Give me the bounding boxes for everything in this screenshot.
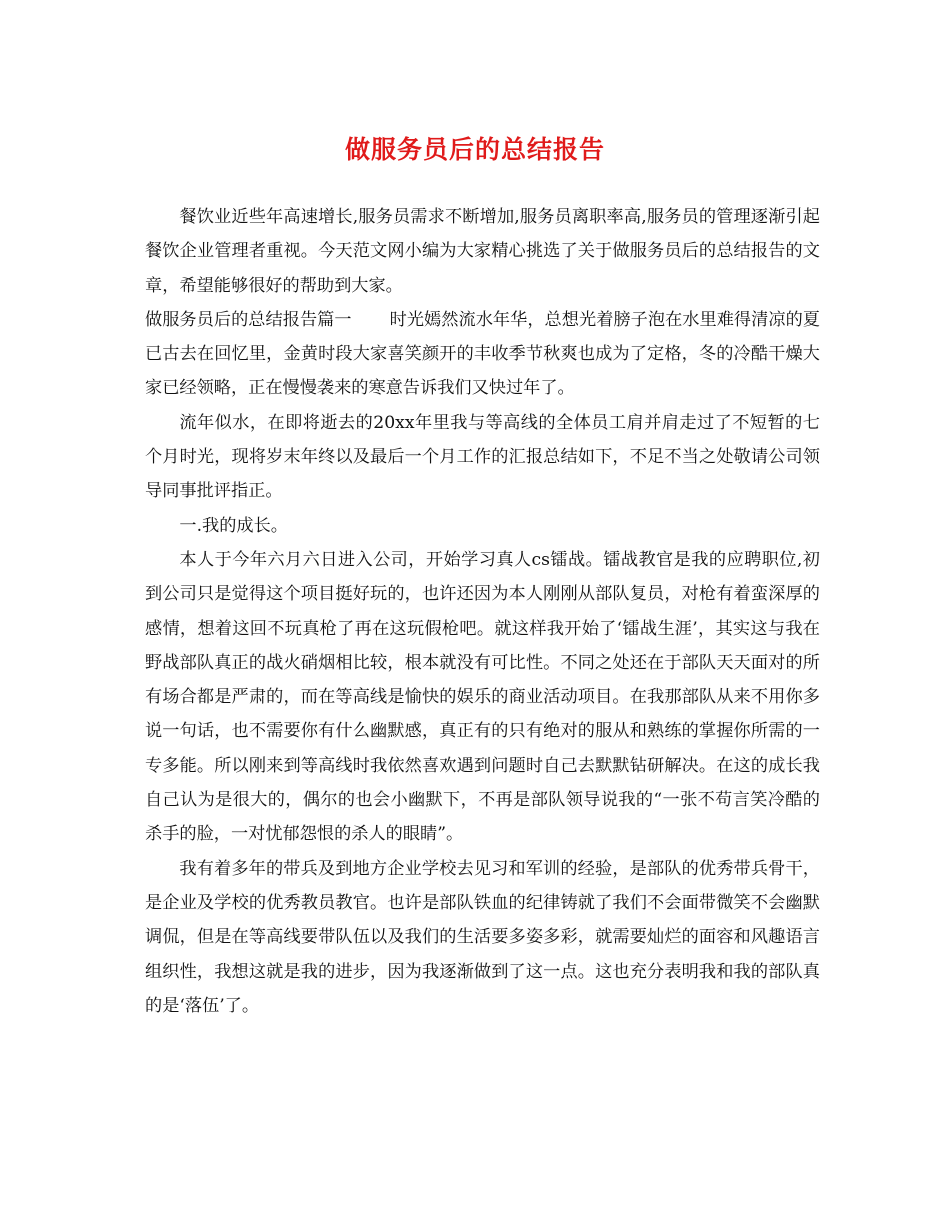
section-paragraph-1 <box>145 303 820 406</box>
paragraph-4: 我有着多年的带兵及到地方企业学校去见习和军训的经验，是部队的优秀带兵骨干，是企业及学校的优秀教员教官。也许是部队铁血的纪律铸就了我们不会面带微笑不会幽默调侃，但是在等高线要带队伍以及我们的生活要多姿多彩，就需要灿烂的面容和风趣语言组织性，我想这就是我的进步，因为我逐渐做到了这一点。这也充分表明我和我的部队真的是‘落伍’了。 <box>145 858 820 1016</box>
paragraph-3: 本人于今年六月六日进入公司，开始学习真人cs镭战。镭战教官是我的应聘职位,初到公司只是觉得这个项目挺好玩的，也许还因为本人刚刚从部队复员，对枪有着蛮深厚的感情，想着这回不玩真枪了再在这玩假枪吧。就这样我开始了‘镭战生涯’，其实这与我在野战部队真正的战火硝烟相比较，根本就没有可比性。不同之处还在于部队天天面对的所有场合都是严肃的，而在等高线是愉快的娱乐的商业活动项目。在我那部队从来不用你多说一句话，也不需要你有什么幽默感，真正有的只有绝对的服从和熟练的掌握你所需的一专多能。所以刚来到等高线时我依然喜欢遇到问题时自己去默默钻研解决。在这的成长我自己认为是很大的，偶尔的也会小幽默下，不再是部队领导说我的“一张不苟言笑冷酷的杀手的脸，一对忧郁怨恨的杀人的眼睛”。 <box>145 549 820 845</box>
document-body <box>145 200 820 1023</box>
section-label: 做服务员后的总结报告篇一 <box>145 309 352 330</box>
section-text: 时光嫣然流水年华，总想光着膀子泡在水里难得清凉的夏已古去在回忆里，金黄时段大家喜笑颜开的丰收季节秋爽也成为了定格，冬的冷酷干燥大家已经领略，正在慢慢袭来的寒意告诉我们又快过年了。 <box>145 309 820 399</box>
document-title: 做服务员后的总结报告 <box>344 135 605 164</box>
heading-growth: 一.我的成长。 <box>179 515 288 536</box>
intro-paragraph: 餐饮业近些年高速增长,服务员需求不断增加,服务员离职率高,服务员的管理逐渐引起餐饮企业管理者重视。今天范文网小编为大家精心挑选了关于做服务员后的总结报告的文章，希望能够很好的帮助到大家。 <box>145 207 820 296</box>
paragraph-2: 流年似水，在即将逝去的20xx年里我与等高线的全体员工肩并肩走过了不短暂的七个月时光，现将岁末年终以及最后一个月工作的汇报总结如下，不足不当之处敬请公司领导同事批评指正。 <box>145 412 820 502</box>
